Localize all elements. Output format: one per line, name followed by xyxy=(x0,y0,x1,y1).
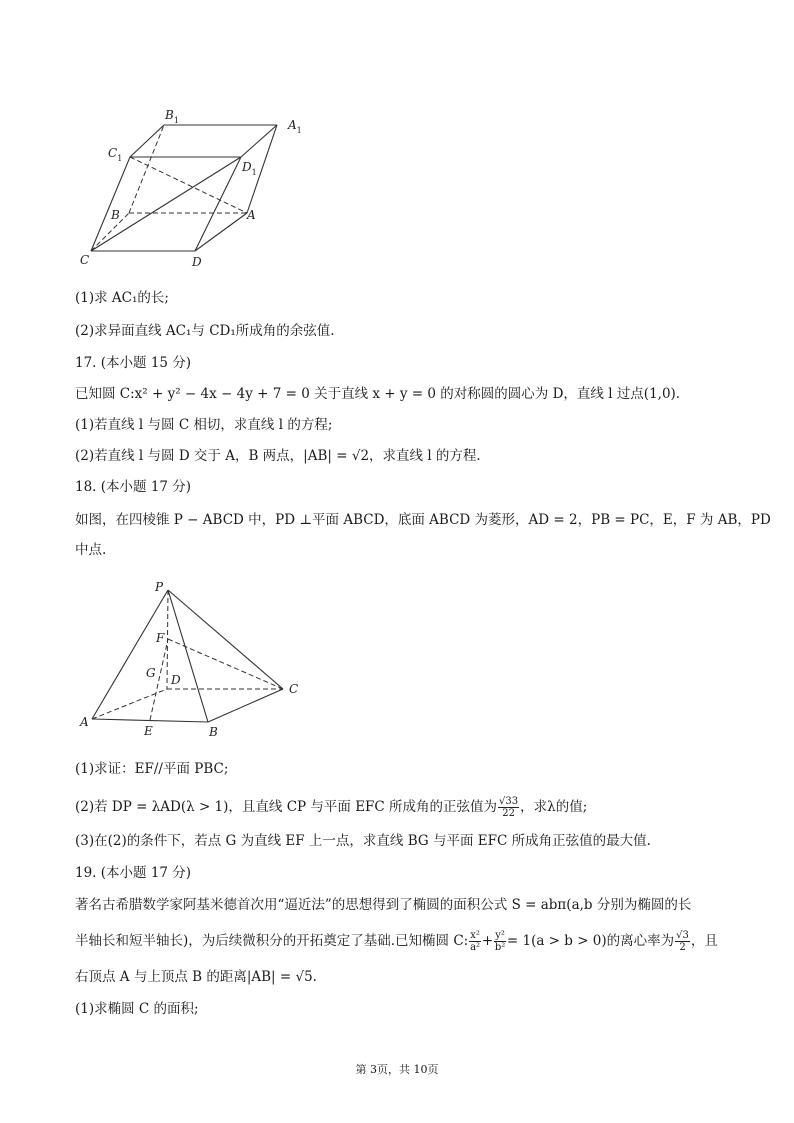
q18-part2-text: (2)若 DP = λAD(λ > 1)，且直线 CP 与平面 EFC 所成角的正弦值为 xyxy=(75,799,498,815)
hidden-C1-A xyxy=(130,157,247,213)
q19-stem-line2-tail: ，且 xyxy=(690,933,718,949)
q19-heading: 19. (本小题 17 分) xyxy=(75,865,192,881)
edge-C-C1 xyxy=(91,157,130,251)
edge-P-B xyxy=(168,590,208,722)
edge-P-C xyxy=(168,590,283,689)
q18-stem-line1: 如图，在四棱锥 P − ABCD 中，PD ⊥平面 ABCD，底面 ABCD 为菱形，AD = 2，PB = PC，E，F 为 AB，PD xyxy=(75,512,771,528)
edge-P-A xyxy=(92,590,168,719)
q16-part2: (2)求异面直线 AC₁与 CD₁所成角的余弦值. xyxy=(75,323,335,339)
hidden-C-B xyxy=(91,213,129,251)
fraction-sqrt3-over-2: $\frac{√3}{2}$ xyxy=(676,930,689,953)
label-B: B xyxy=(209,725,218,739)
q19-part1: (1)求椭圆 C 的面积; xyxy=(75,1001,199,1017)
q19-stem-line3: 右顶点 A 与上顶点 B 的距离|AB| = √5. xyxy=(75,969,317,985)
q18-part2 xyxy=(75,790,587,824)
label-E: E xyxy=(144,724,153,738)
q19-stem-line2 xyxy=(75,924,718,958)
q18-part2-tail: ，求λ的值; xyxy=(520,799,588,815)
label-B1: $B_1$ xyxy=(165,108,179,125)
label-F: F xyxy=(156,631,165,645)
plus-sign: + xyxy=(481,933,494,949)
label-P: P xyxy=(155,580,164,594)
hidden-B-B1 xyxy=(129,125,164,213)
q18-part3: (3)在(2)的条件下，若点 G 为直线 EF 上一点，求直线 BG 与平面 EFC 所成角正弦值的最大值. xyxy=(75,833,651,849)
q19-stem-line1: 著名古希腊数学家阿基米德首次用“逼近法”的思想得到了椭圆的面积公式 S = abπ(a,b 分别为椭圆的长 xyxy=(75,897,692,913)
q19-stem-line2-mid: = 1(a > b > 0)的离心率为 xyxy=(506,933,675,949)
q18-part1: (1)求证：EF//平面 PBC; xyxy=(75,761,229,777)
label-D1: $D_1$ xyxy=(242,160,257,177)
fraction-y2-over-b2: $\frac{\text{y²}}{\text{b²}}$ xyxy=(494,930,506,953)
q18-heading: 18. (本小题 17 分) xyxy=(75,479,192,495)
label-A: A xyxy=(247,208,256,222)
label-B: B xyxy=(111,208,120,222)
q17-part1: (1)若直线 l 与圆 C 相切，求直线 l 的方程; xyxy=(75,417,333,433)
label-D: D xyxy=(192,255,202,269)
page-footer: 第 3页，共 10页 xyxy=(355,1063,439,1076)
fraction-sqrt33-over-22: $\frac{√33}{22}$ xyxy=(499,796,519,819)
q16-part1: (1)求 AC₁的长; xyxy=(75,290,169,306)
label-C: C xyxy=(289,682,299,696)
hidden-F-C xyxy=(168,639,283,689)
pyramid-figure xyxy=(75,578,315,743)
q19-stem-line2-text: 半轴长和短半轴长)，为后续微积分的开拓奠定了基础.已知椭圆 C: xyxy=(75,933,469,949)
edge-C1-B1 xyxy=(130,125,164,157)
label-G: G xyxy=(146,666,156,680)
label-C: C xyxy=(80,253,90,267)
parallelepiped-figure xyxy=(75,105,315,275)
q17-heading: 17. (本小题 15 分) xyxy=(75,355,192,371)
label-C1: $C_1$ xyxy=(108,146,123,163)
q17-part2: (2)若直线 l 与圆 D 交于 A，B 两点，|AB| = √2，求直线 l 的方程. xyxy=(75,448,481,464)
q17-stem: 已知圆 C:x² + y² − 4x − 4y + 7 = 0 关于直线 x + y = 0 的对称圆的圆心为 D，直线 l 过点(1,0). xyxy=(75,386,681,402)
q18-stem-line2: 中点. xyxy=(75,542,107,558)
fraction-x2-over-a2: $\frac{\text{x²}}{\text{a²}}$ xyxy=(470,930,481,953)
label-D: D xyxy=(171,673,181,687)
label-A: A xyxy=(80,715,89,729)
edge-D-A xyxy=(195,213,247,251)
label-A1: $A_1$ xyxy=(288,118,302,135)
edge-B-C xyxy=(208,689,283,722)
